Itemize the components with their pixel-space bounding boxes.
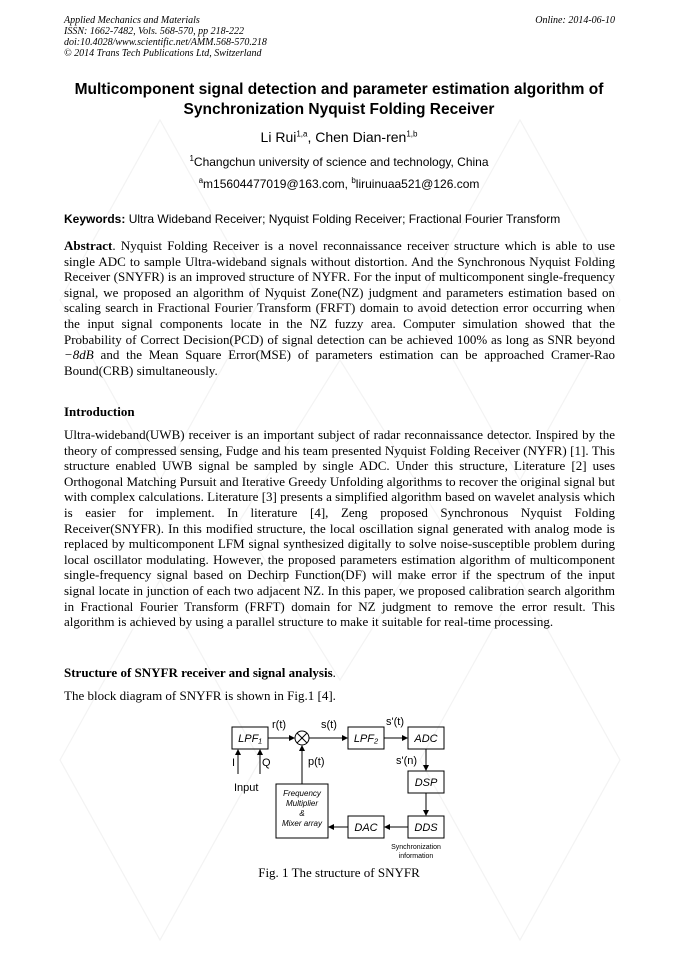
- introduction-paragraph: Ultra-wideband(UWB) receiver is an important subject of radar reconnaissance detector. Inspired by the theory of compressed sensing, Fudge and his team presented Nyquist Folding Receiver (NYFR) [1]. This structure enabled UWB signal be sampled by single ADC. Under this structure, Literature [2] uses Orthogonal Matching Pursuit and Iterative Greedy Unfolding algorithms to recover the original signal but with complex calculations. Literature [3] presents a simplified algorithm based on wavelet analysis which is easier for implement. In literature [4], Zeng proposed Synchronous Nyquist Folding Receiver(SNYFR). In this modified structure, the local oscillation signal generated with analog mode is replaced by multicomponent LFM signal synthesized digitally to solve noise-susceptible problem during local oscillator modulating. However, the proposed parameters estimation algorithm of multicomponent single-frequency signal based on Dechirp Function(DF) will make error if the spectrum of the input signal locate in junction of each two adjacent NZ. In this paper, we proposed calibration search algorithm in Fractional Fourier Transform (FRFT) domain for NZ judgment to remove the error result. This algorithm is achieved by using a parallel structure to make it suitable for real-time processing.: [64, 427, 615, 630]
- multiplier-line-2: Multiplier: [285, 799, 319, 808]
- multiplier-line-1: Frequency: [283, 789, 321, 798]
- abstract-paragraph: [64, 238, 615, 378]
- affiliation: [0, 155, 678, 169]
- author-1: Li Rui: [260, 129, 297, 145]
- adc-label: ADC: [414, 733, 438, 745]
- author-1-affil: 1,a: [296, 129, 308, 139]
- input-label: Input: [234, 782, 259, 794]
- structure-paragraph: The block diagram of SNYFR is shown in Fig.1 [4].: [64, 688, 336, 703]
- snyfr-block-diagram: [220, 714, 460, 864]
- abstract-text-2: and the Mean Square Error(MSE) of parameters estimation can be approached Cramer-Rao Bound(CRB) simultaneously.: [64, 347, 615, 378]
- structure-heading-text: Structure of SNYFR receiver and signal analysis: [64, 665, 333, 680]
- lpf1-label: LPF₁: [238, 733, 262, 745]
- keywords: [64, 212, 624, 226]
- email-line: [0, 177, 678, 191]
- copyright-line: © 2014 Trans Tech Publications Ltd, Switzerland: [64, 48, 262, 59]
- author-line: [0, 129, 678, 145]
- i-label: I: [232, 757, 236, 769]
- paper-title: Multicomponent signal detection and parameter estimation algorithm of Synchronization Nyquist Folding Receiver: [74, 81, 604, 118]
- introduction-heading: Introduction: [64, 404, 135, 419]
- email-a-sup: a: [198, 176, 204, 185]
- doi-line: doi:10.4028/www.scientific.net/AMM.568-570.218: [64, 37, 267, 48]
- email-b-sup: b: [351, 176, 356, 185]
- keywords-label: Keywords:: [64, 212, 126, 226]
- multiplier-line-4: Mixer array: [281, 819, 323, 828]
- structure-heading-suffix: .: [332, 665, 336, 680]
- structure-heading: [64, 665, 336, 681]
- dds-label: DDS: [414, 822, 438, 834]
- author-2-affil: 1,b: [406, 129, 418, 139]
- keywords-text: Ultra Wideband Receiver; Nyquist Folding Receiver; Fractional Fourier Transform: [125, 212, 561, 226]
- s-t-label: s(t): [321, 719, 337, 731]
- r-t-label: r(t): [272, 719, 287, 731]
- email-a: m15604477019@163.com,: [203, 177, 352, 191]
- abstract-label: Abstract: [64, 238, 113, 253]
- journal-header: [64, 15, 267, 59]
- affiliation-sup: 1: [189, 154, 194, 163]
- lpf2-label: LPF₂: [353, 733, 379, 745]
- s-prime-t-label: s'(t): [386, 716, 404, 728]
- online-date: Online: 2014-06-10: [535, 15, 615, 26]
- author-2: Chen Dian-ren: [315, 129, 407, 145]
- dac-label: DAC: [354, 822, 378, 834]
- sync-line-2: information: [398, 853, 434, 860]
- figure-caption: Fig. 1 The structure of SNYFR: [258, 865, 420, 880]
- issn-line: ISSN: 1662-7482, Vols. 568-570, pp 218-222: [64, 26, 244, 37]
- dsp-label: DSP: [414, 777, 438, 789]
- multiplier-line-3: &: [299, 809, 305, 818]
- sync-line-1: Synchronization: [391, 844, 441, 851]
- p-t-label: p(t): [308, 756, 325, 768]
- s-prime-n-label: s'(n): [396, 755, 418, 767]
- journal-name: Applied Mechanics and Materials: [64, 15, 200, 26]
- abstract-text-1: . Nyquist Folding Receiver is a novel reconnaissance receiver structure which is able to use single ADC to sample Ultra-wideband signals without distortion. And the Synchronous Nyquist Folding Receiver (SNYFR) is an improved structure of NYFR. For the input of multicomponent single-frequency signal, we proposed an algorithm of Nyquist Zone(NZ) judgment and parameters estimation based on scaling search in Fractional Fourier Transform (FRFT) domain to avoid detection error occurring when the input signal components locate in the NZ fuzzy area. Computer simulation showed that the Probability of Correct Decision(PCD) of signal detection can be achieved 100% as long as SNR beyond: [64, 238, 615, 347]
- abstract-math: −8dB: [64, 347, 94, 363]
- email-b: liruinuaa521@126.com: [355, 177, 480, 191]
- q-label: Q: [262, 757, 271, 769]
- author-separator: ,: [307, 129, 316, 145]
- affiliation-text: Changchun university of science and technology, China: [193, 155, 489, 169]
